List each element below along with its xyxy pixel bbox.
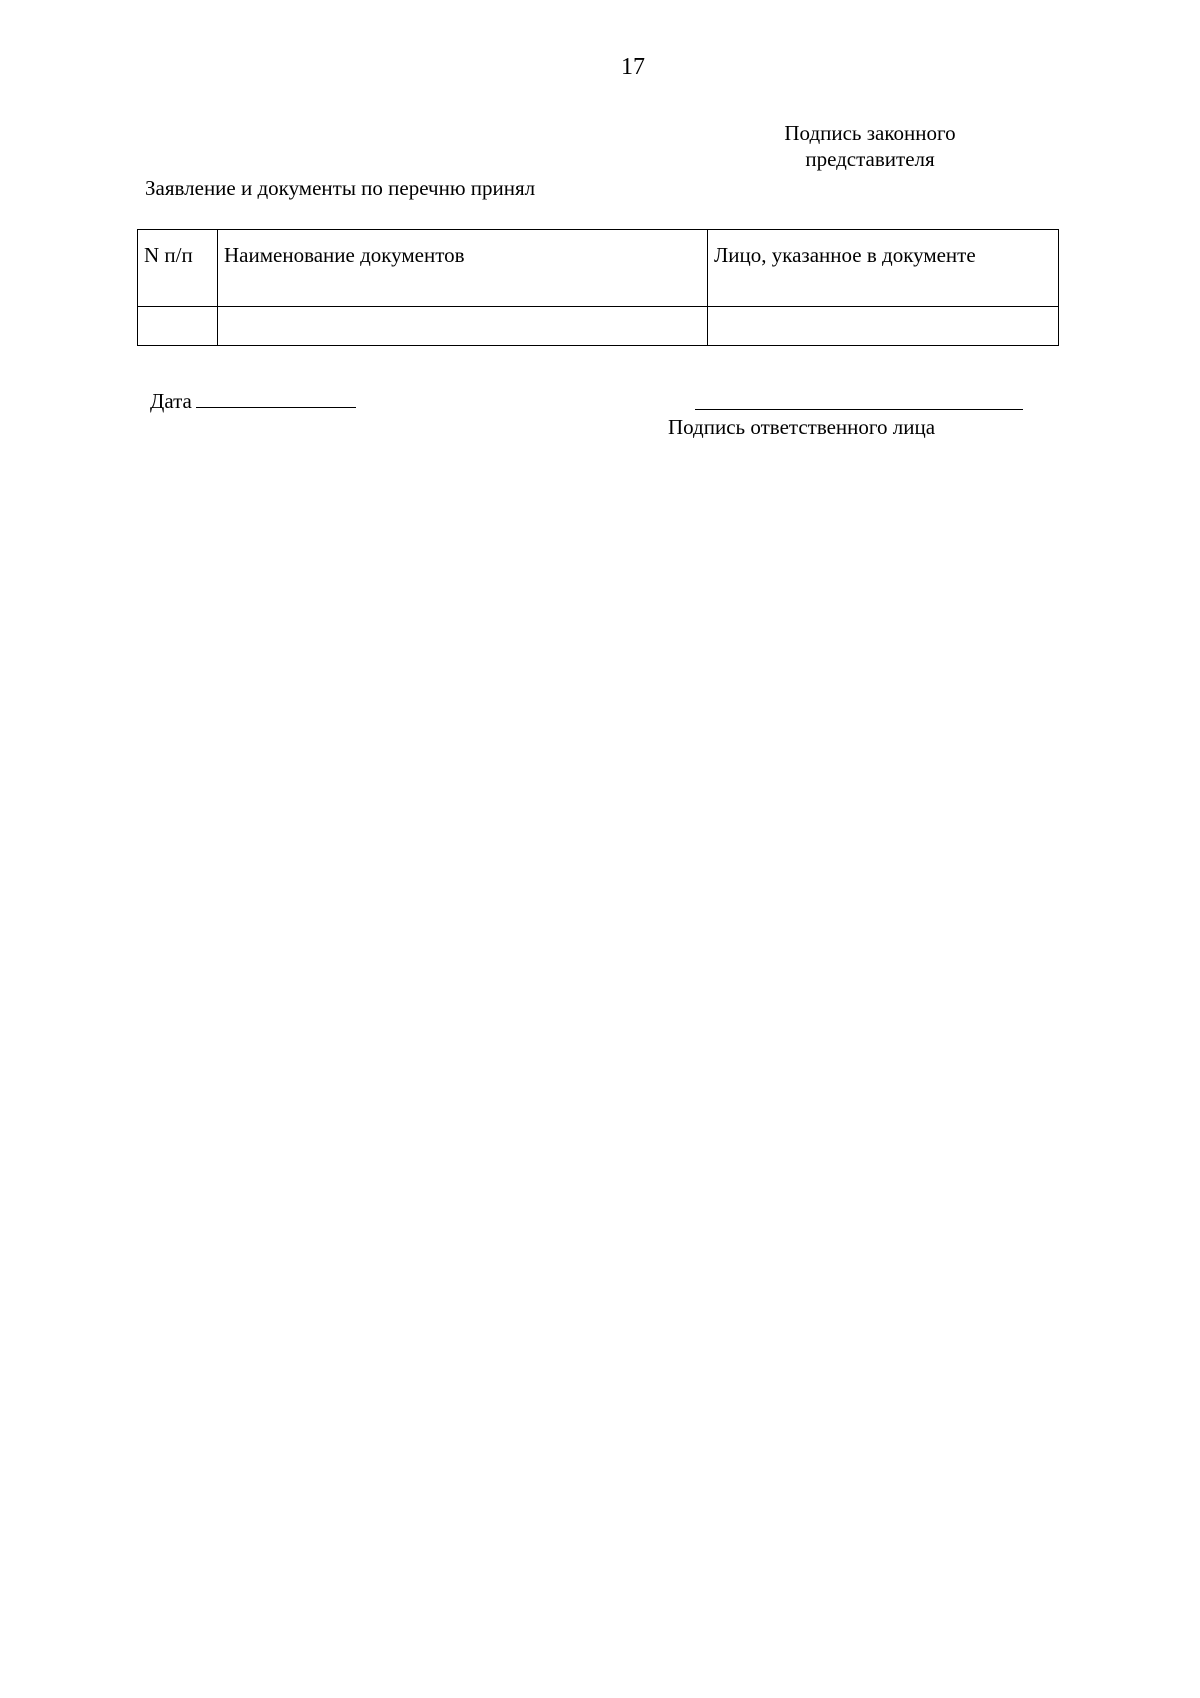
documents-table (137, 229, 1059, 346)
responsible-signature-label: Подпись ответственного лица (668, 415, 936, 439)
cell-document-name[interactable] (218, 307, 708, 346)
responsible-signature-line[interactable] (695, 409, 1023, 410)
date-label: Дата (150, 389, 192, 413)
accepted-documents-label: Заявление и документы по перечню принял (145, 176, 536, 200)
page-number: 17 (621, 54, 645, 80)
table-header-row (138, 230, 1059, 307)
date-blank-line[interactable] (196, 389, 356, 408)
table-row (138, 307, 1059, 346)
cell-person[interactable] (708, 307, 1059, 346)
legal-representative-signature-label: Подпись законного представителя (784, 121, 956, 172)
header-document-name: Наименование документов (218, 230, 708, 307)
header-number: N п/п (138, 230, 218, 307)
cell-number[interactable] (138, 307, 218, 346)
date-field (150, 388, 356, 414)
header-person: Лицо, указанное в документе (708, 230, 1059, 307)
